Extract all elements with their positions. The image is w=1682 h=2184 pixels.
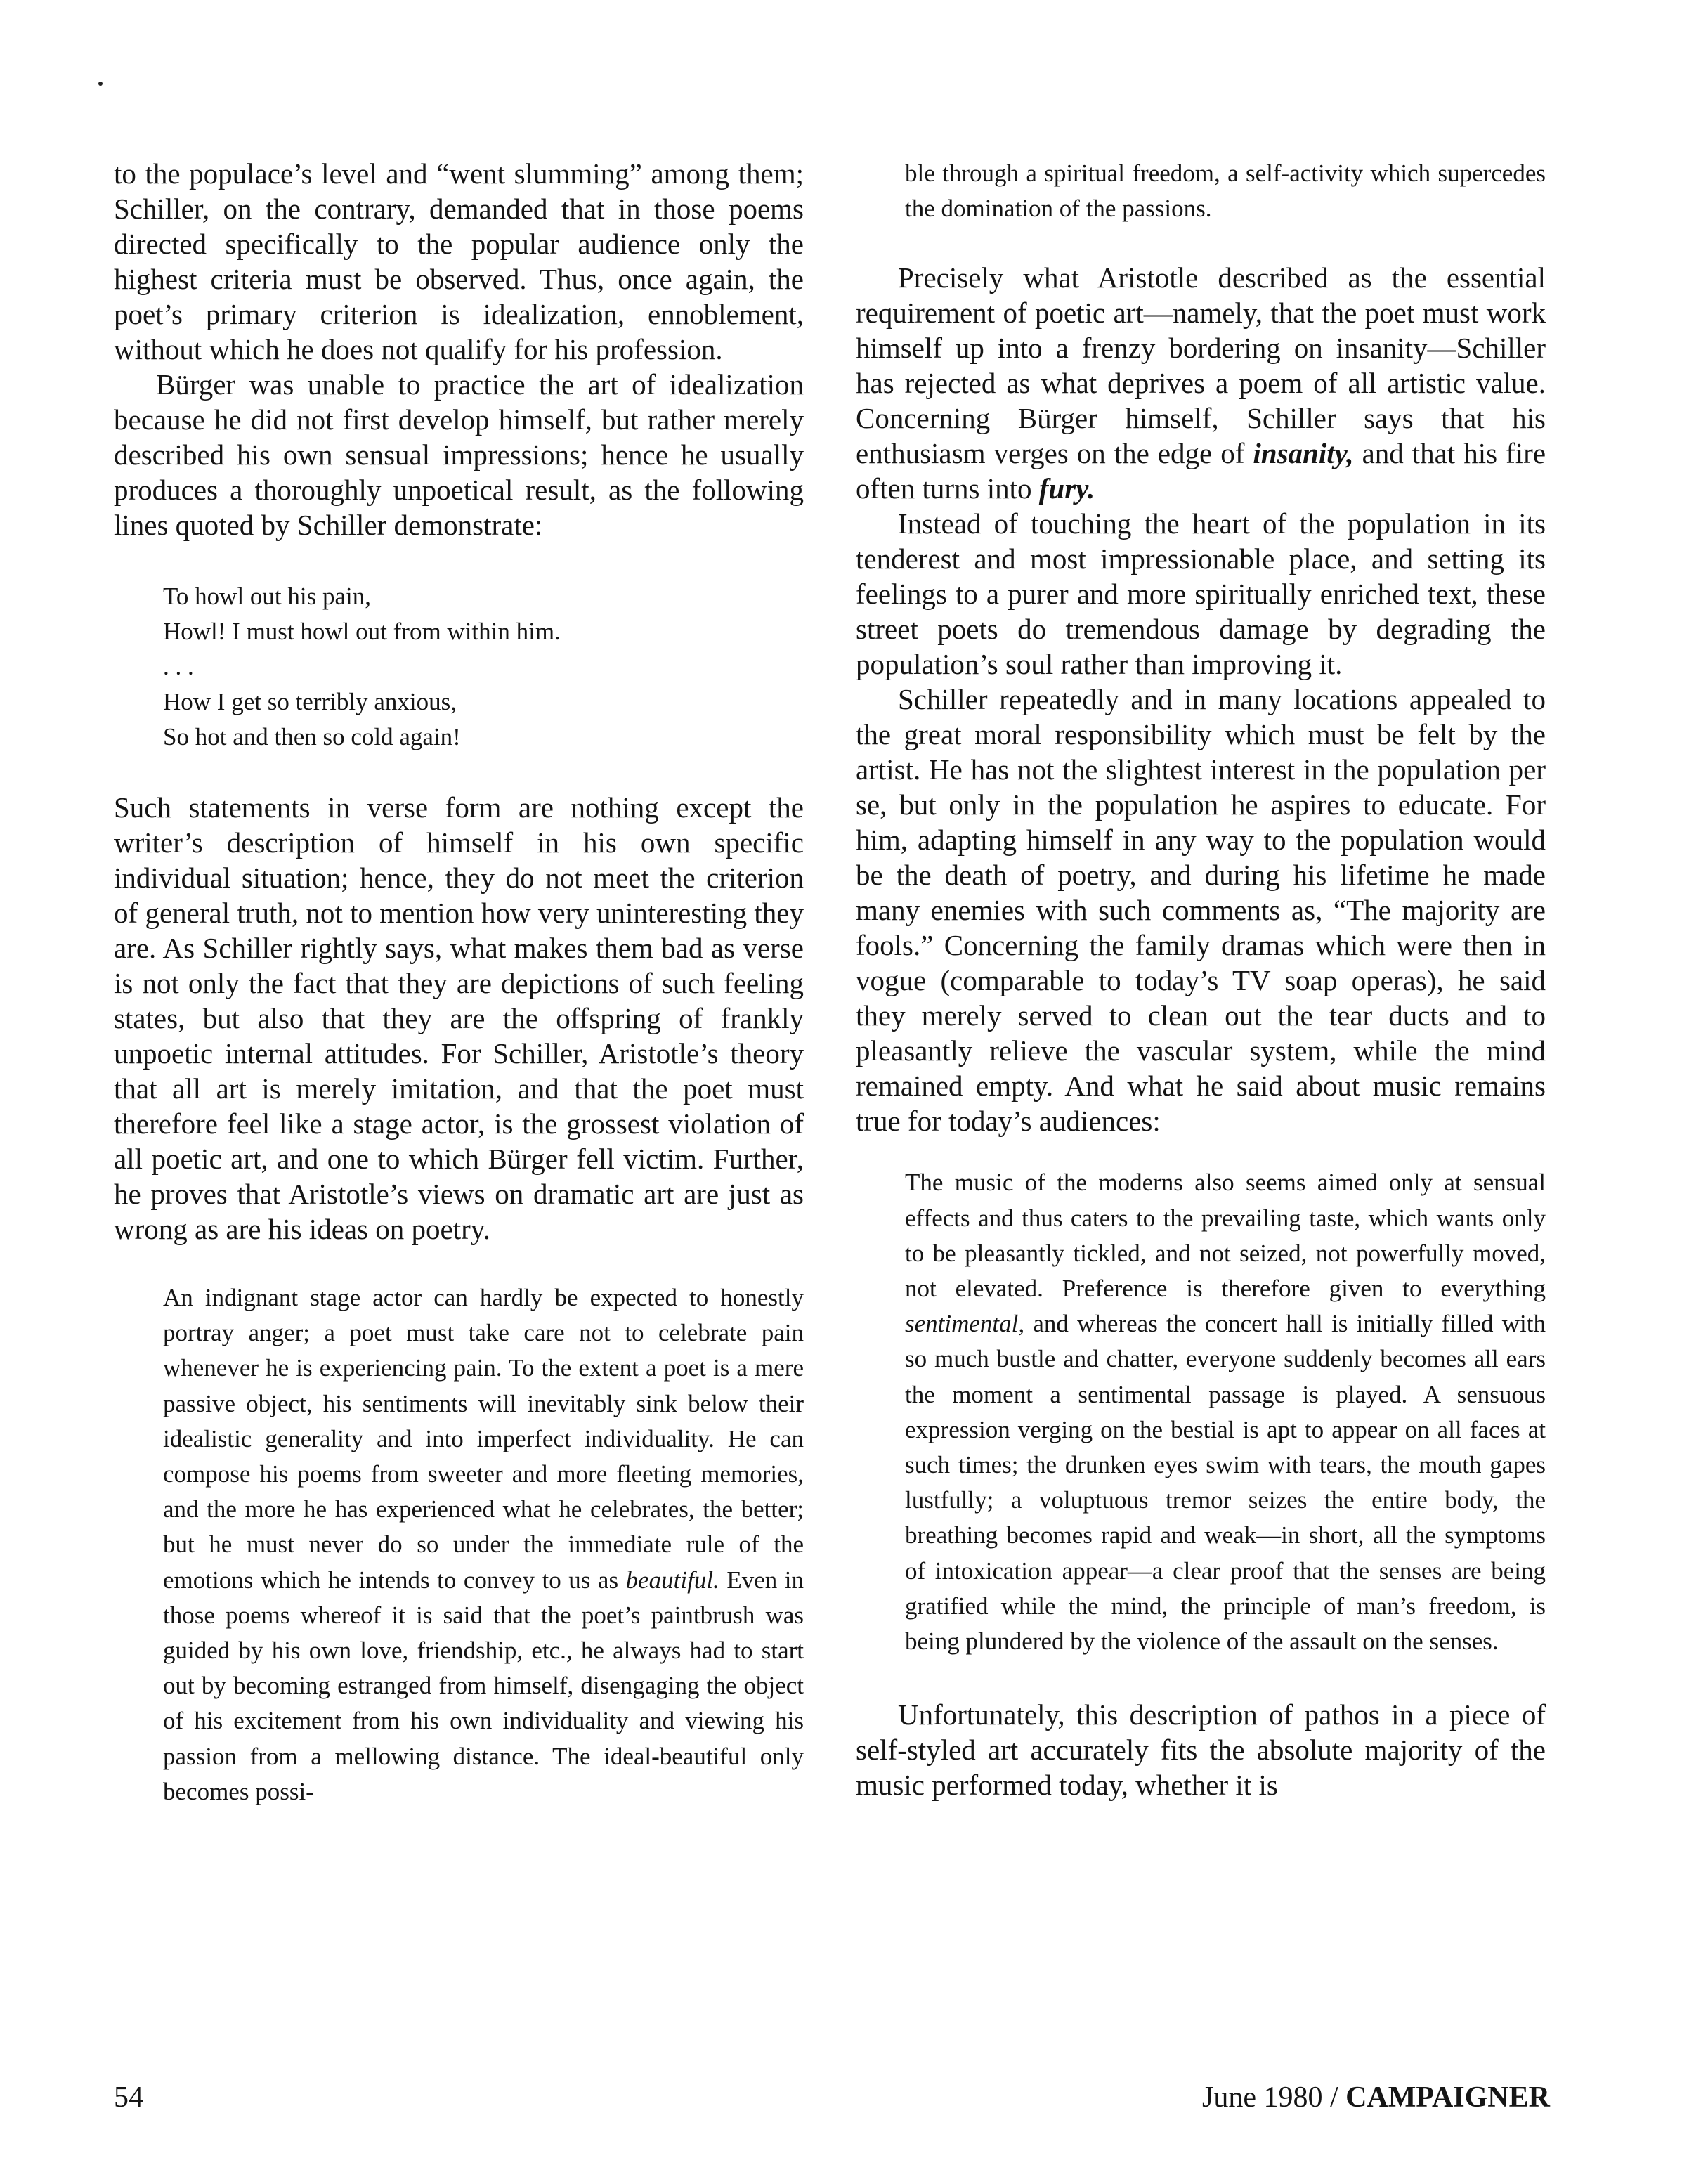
issue-date: June 1980 / xyxy=(1201,2081,1346,2114)
paragraph-text: and that his fire often turns into xyxy=(856,437,1546,505)
block-quotation xyxy=(163,1280,804,1809)
body-paragraph xyxy=(856,260,1546,506)
block-quotation-continued: ble through a spiritual freedom, a self-activity which supercedes the domination of the passions. xyxy=(905,160,1546,223)
quote-emphasis: beautiful. xyxy=(625,1566,719,1594)
verse-line: To howl out his pain, xyxy=(163,583,372,610)
verse-line: . . . xyxy=(163,653,194,680)
paragraph-emphasis: insanity, xyxy=(1253,437,1354,470)
running-footer xyxy=(1202,2080,1550,2115)
quote-text: Even in those poems whereof it is said that the poet’s paintbrush was guided by his own love, friendship, etc., he always had to start out by becoming estranged from himself, disengaging the object of his excitement from his own individuality and viewing his passion from a mellowing distance. The ideal-beautiful only becomes possi- xyxy=(163,1566,804,1805)
quote-emphasis: sentimental, xyxy=(905,1310,1025,1338)
body-paragraph: Instead of touching the heart of the population in its tenderest and most impressionable place, and setting its feelings to a purer and more spiritually enriched text, these street poets do tremendous damage by degrading the population’s soul rather than improving it. xyxy=(856,507,1546,681)
body-paragraph: Schiller repeatedly and in many locations appealed to the great moral responsibility which must be felt by the artist. He has not the slightest interest in the population per se, but only in the population he aspires to educate. For him, adapting himself in any way to the population would be the death of poetry, and during his lifetime he made many enemies with such comments as, “The majority are fools.” Concerning the family dramas which were then in vogue (comparable to today’s TV soap operas), he said they merely served to clean out the tear ducts and to pleasantly relieve the vascular system, while the mind remained empty. And what he said about music remains true for today’s audiences: xyxy=(856,683,1546,1138)
verse-line: So hot and then so cold again! xyxy=(163,723,461,750)
verse-line: Howl! I must howl out from within him. xyxy=(163,618,561,645)
publication-name: CAMPAIGNER xyxy=(1345,2081,1550,2114)
body-paragraph: to the populace’s level and “went slumming” among them; Schiller, on the contrary, demanded that in those poems directed specifically to the popular audience only the highest criteria must be observed. Thus, once again, the poet’s primary criterion is idealization, ennoblement, without which he does not qualify for his profession. xyxy=(114,157,804,365)
verse-line: How I get so terribly anxious, xyxy=(163,688,457,715)
quote-text: The music of the moderns also seems aimed only at sensual effects and thus caters to the prevailing taste, which wants only to be pleasantly tickled, and not seized, not powerfully moved, not elevated. Preference is therefore given to everything xyxy=(905,1169,1546,1303)
quote-text: An indignant stage actor can hardly be expected to honestly portray anger; a poet must take care not to celebrate pain whenever he is experiencing pain. To the extent a poet is a mere passive object, his sentiments will inevitably sink below their idealistic generality and into imperfect individuality. He can compose his poems from sweeter and more fleeting memories, and the more he has experienced what he celebrates, the better; but he must never do so under the immediate rule of the emotions which he intends to convey to us as xyxy=(163,1284,804,1594)
print-speck xyxy=(98,82,103,86)
paragraph-text: Precisely what Aristotle described as the essential requirement of poetic art—namely, that the poet must work himself up into a frenzy bordering on insanity—Schiller has rejected as what deprives a poem of all artistic value. Concerning Bürger himself, Schiller says that his enthusiasm verges on the edge of xyxy=(856,261,1546,470)
paragraph-emphasis: fury. xyxy=(1038,472,1095,505)
right-column xyxy=(856,156,1546,1802)
body-paragraph: Such statements in verse form are nothing except the writer’s description of himself in his own specific individual situation; hence, they do not meet the criterion of general truth, not to mention how very uninteresting they are. As Schiller rightly says, what makes them bad as verse is not only the fact that they are depictions of such feeling states, but also that they are the offspring of frankly unpoetic internal attitudes. For Schiller, Aristotle’s theory that all art is merely imitation, and that the poet must therefore feel like a stage actor, is the grossest violation of all poetic art, and one to which Bürger fell victim. Further, he proves that Aristotle’s views on dramatic art are just as wrong as are his ideas on poetry. xyxy=(114,791,804,1245)
quote-text: and whereas the concert hall is initially filled with so much bustle and chatter, everyone suddenly becomes all ears the moment a sentimental passage is played. A sensuous expression verging on the bestial is apt to appear on all faces at such times; the drunken eyes swim with tears, the mouth gapes lustfully; a voluptuous tremor seizes the entire body, the breathing becomes rapid and weak—in short, all the symptoms of intoxication appear—a clear proof that the senses are being gratified while the mind, the principle of man’s freedom, is being plundered by the violence of the assault on the senses. xyxy=(905,1310,1546,1656)
block-quotation xyxy=(905,1165,1546,1659)
verse-quotation xyxy=(163,579,804,755)
left-column xyxy=(114,156,804,1843)
body-paragraph: Bürger was unable to practice the art of idealization because he did not first develop himself, but rather merely described his own sensual impressions; hence he usually produces a thoroughly unpoetical result, as the following lines quoted by Schiller demonstrate: xyxy=(114,368,804,541)
page-number: 54 xyxy=(114,2081,143,2114)
body-paragraph: Unfortunately, this description of pathos in a piece of self-styled art accurately fits the absolute majority of the music performed today, whether it is xyxy=(856,1698,1546,1802)
